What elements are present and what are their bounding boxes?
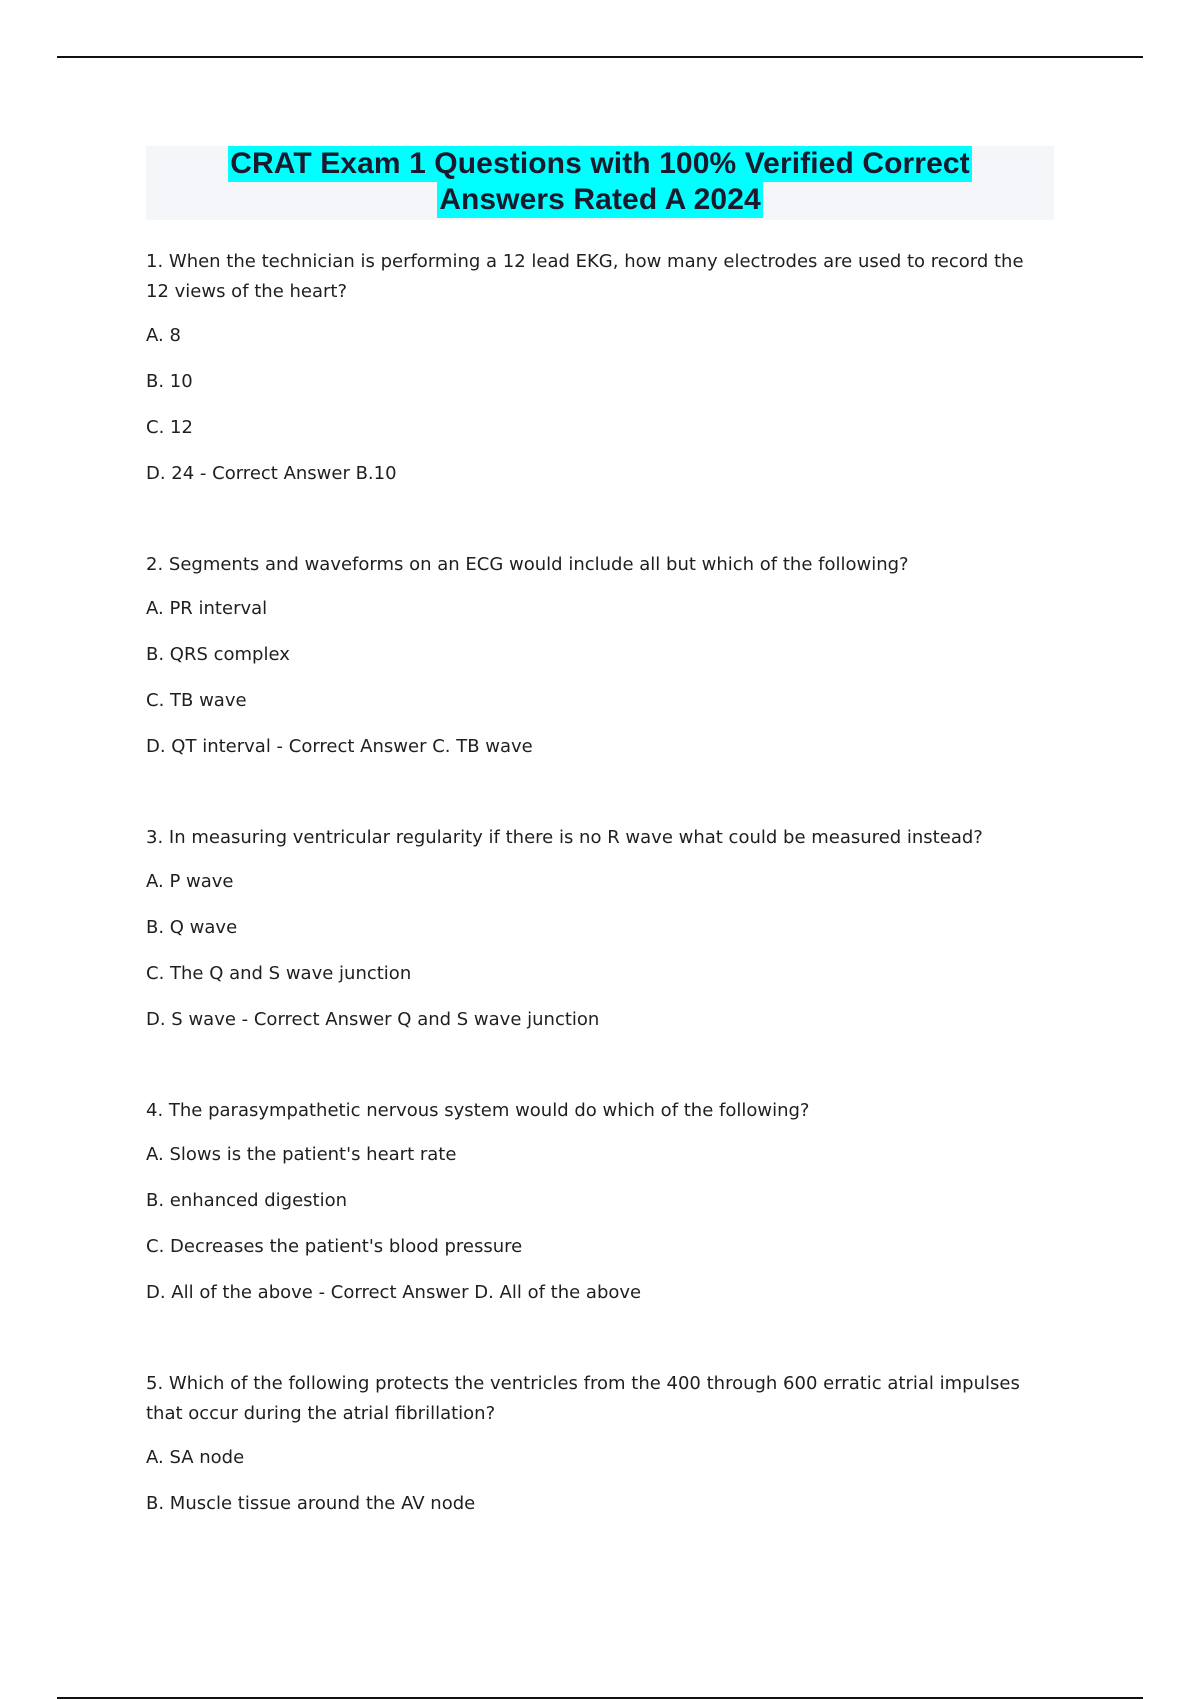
question-list <box>146 247 1046 1519</box>
question-spacer <box>146 762 1046 823</box>
answer-option: B. QRS complex <box>146 644 290 665</box>
question-text: 4. The parasympathetic nervous system would do which of the following? <box>146 1100 810 1121</box>
question-text: 5. Which of the following protects the ventricles from the 400 through 600 erratic atrial impulses that occur during the atrial fibrillation? <box>146 1373 1020 1424</box>
question-1 <box>146 247 1046 489</box>
answer-option: B. enhanced digestion <box>146 1190 348 1211</box>
answer-option: A. SA node <box>146 1447 245 1468</box>
answer-option: A. Slows is the patient's heart rate <box>146 1144 457 1165</box>
document-title <box>146 146 1054 220</box>
question-2 <box>146 550 1046 762</box>
question-text: 1. When the technician is performing a 12 lead EKG, how many electrodes are used to record the 12 views of the heart? <box>146 251 1024 302</box>
answer-option: C. The Q and S wave junction <box>146 963 412 984</box>
question-4 <box>146 1096 1046 1308</box>
header-rule <box>57 56 1143 58</box>
title-line-1: CRAT Exam 1 Questions with 100% Verified Correct <box>230 147 970 180</box>
question-spacer <box>146 489 1046 550</box>
answer-option: A. 8 <box>146 325 181 346</box>
answer-option: C. 12 <box>146 417 193 438</box>
answer-option: B. 10 <box>146 371 193 392</box>
answer-option: D. All of the above - Correct Answer D. All of the above <box>146 1282 642 1303</box>
answer-option: B. Q wave <box>146 917 238 938</box>
answer-option: D. QT interval - Correct Answer C. TB wave <box>146 736 533 757</box>
answer-option: D. 24 - Correct Answer B.10 <box>146 463 397 484</box>
question-3 <box>146 823 1046 1035</box>
title-line-2: Answers Rated A 2024 <box>439 183 761 216</box>
footer-rule <box>57 1697 1143 1699</box>
question-spacer <box>146 1308 1046 1369</box>
answer-option: A. P wave <box>146 871 234 892</box>
answer-option: A. PR interval <box>146 598 268 619</box>
question-text: 2. Segments and waveforms on an ECG would include all but which of the following? <box>146 554 909 575</box>
answer-option: B. Muscle tissue around the AV node <box>146 1493 476 1514</box>
answer-option: C. Decreases the patient's blood pressure <box>146 1236 523 1257</box>
question-spacer <box>146 1035 1046 1096</box>
question-text: 3. In measuring ventricular regularity if there is no R wave what could be measured instead? <box>146 827 983 848</box>
answer-option: D. S wave - Correct Answer Q and S wave junction <box>146 1009 600 1030</box>
question-5 <box>146 1369 1046 1519</box>
answer-option: C. TB wave <box>146 690 247 711</box>
